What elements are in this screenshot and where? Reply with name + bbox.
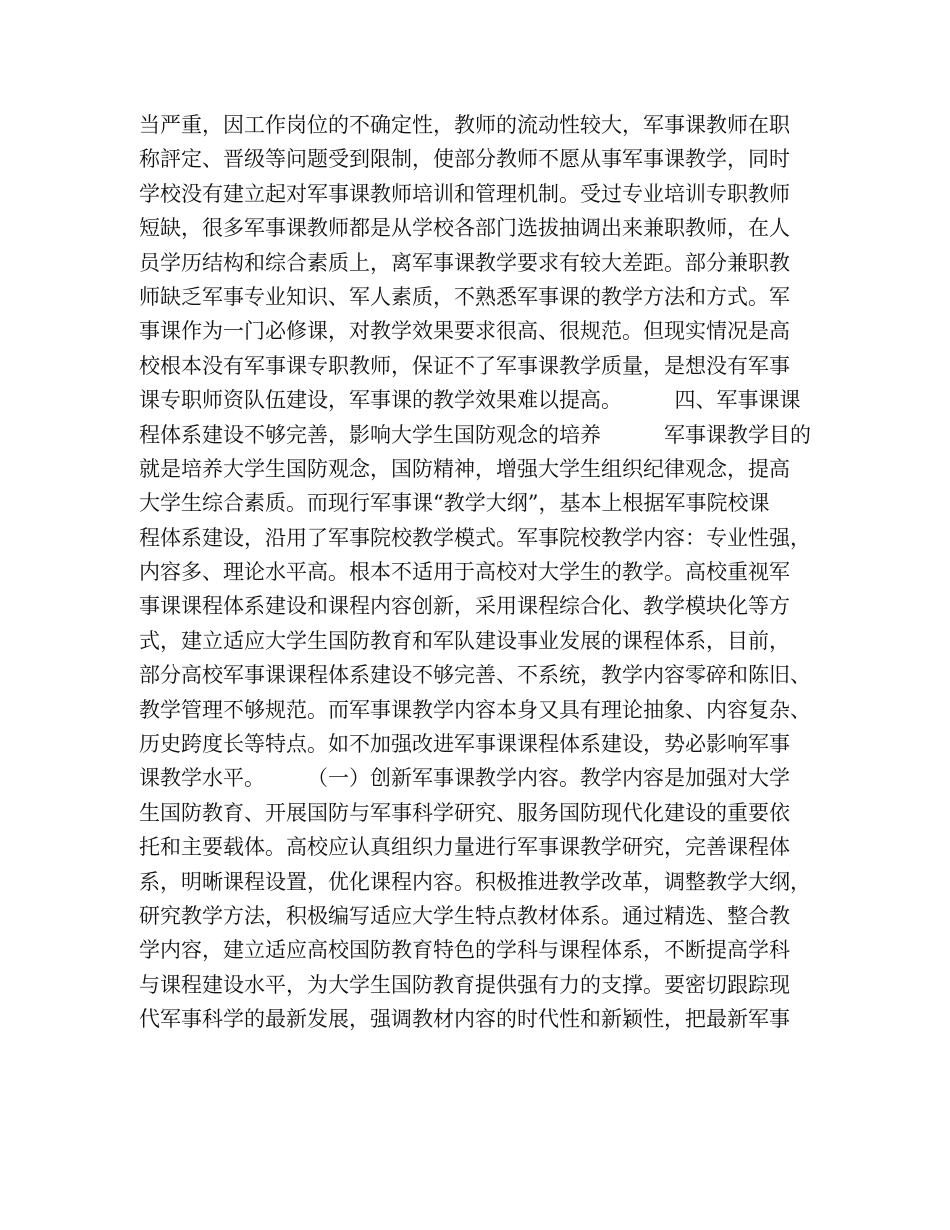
text-line: 程体系建设，沿用了军事院校教学模式。军事院校教学内容：专业性强， bbox=[139, 525, 811, 550]
text-line: 师缺乏军事专业知识、军人素质，不熟悉军事课的教学方法和方式。军 bbox=[139, 284, 790, 309]
text-line: 研究教学方法，积极编写适应大学生特点教材体系。通过精选、整合教 bbox=[139, 903, 790, 928]
text-line: 部分高校军事课课程体系建设不够完善、不系统，教学内容零碎和陈旧、 bbox=[139, 663, 811, 688]
text-line: 历史跨度长等特点。如不加强改进军事课课程体系建设，势必影响军事 bbox=[139, 732, 790, 757]
text-line: 教学管理不够规范。而军事课教学内容本身又具有理论抽象、内容复杂、 bbox=[139, 697, 811, 722]
text-line: 生国防教育、开展国防与军事科学研究、服务国防现代化建设的重要依 bbox=[139, 800, 790, 825]
body-text bbox=[139, 108, 829, 1037]
text-line: 短缺，很多军事课教师都是从学校各部门选拔抽调出来兼职教师，在人 bbox=[139, 216, 790, 241]
text-line: 课教学水平。 （一）创新军事课教学内容。教学内容是加强对大学 bbox=[139, 766, 790, 791]
text-line: 大学生综合素质。而现行军事课“教学大纲”，基本上根据军事院校课 bbox=[139, 491, 770, 516]
text-line: 程体系建设不够完善，影响大学生国防观念的培养 军事课教学目的 bbox=[139, 422, 811, 447]
text-line: 就是培养大学生国防观念，国防精神，增强大学生组织纪律观念，提高 bbox=[139, 456, 790, 481]
text-line: 事课作为一门必修课，对教学效果要求很高、很规范。但现实情况是高 bbox=[139, 319, 790, 344]
text-line: 学内容，建立适应高校国防教育特色的学科与课程体系，不断提高学科 bbox=[139, 938, 790, 963]
text-line: 称評定、晋级等问题受到限制，使部分教师不愿从事军事课教学，同时 bbox=[139, 147, 790, 172]
text-line: 系，明晰课程设置，优化课程内容。积极推进教学改革，调整教学大纲， bbox=[139, 869, 811, 894]
text-line: 员学历结构和综合素质上，离军事课教学要求有较大差距。部分兼职教 bbox=[139, 250, 790, 275]
text-line: 托和主要载体。高校应认真组织力量进行军事课教学研究，完善课程体 bbox=[139, 835, 790, 860]
text-line: 当严重，因工作岗位的不确定性，教师的流动性较大，军事课教师在职 bbox=[139, 113, 790, 137]
text-line: 学校没有建立起对军事课教师培训和管理机制。受过专业培训专职教师 bbox=[139, 181, 790, 206]
text-line: 式，建立适应大学生国防教育和军队建设事业发展的课程体系，目前， bbox=[139, 628, 790, 653]
text-line: 内容多、理论水平高。根本不适用于高校对大学生的教学。高校重视军 bbox=[139, 560, 790, 585]
text-line: 课专职师资队伍建设，军事课的教学效果难以提高。 四、军事课课 bbox=[139, 388, 801, 413]
text-line: 事课课程体系建设和课程内容创新，采用课程综合化、教学模块化等方 bbox=[139, 594, 790, 619]
text-line: 与课程建设水平，为大学生国防教育提供强有力的支撑。要密切跟踪现 bbox=[139, 972, 790, 997]
text-line: 代军事科学的最新发展，强调教材内容的时代性和新颖性，把最新军事 bbox=[139, 1007, 790, 1032]
text-line: 校根本没有军事课专职教师，保证不了军事课教学质量，是想没有军事 bbox=[139, 353, 790, 378]
